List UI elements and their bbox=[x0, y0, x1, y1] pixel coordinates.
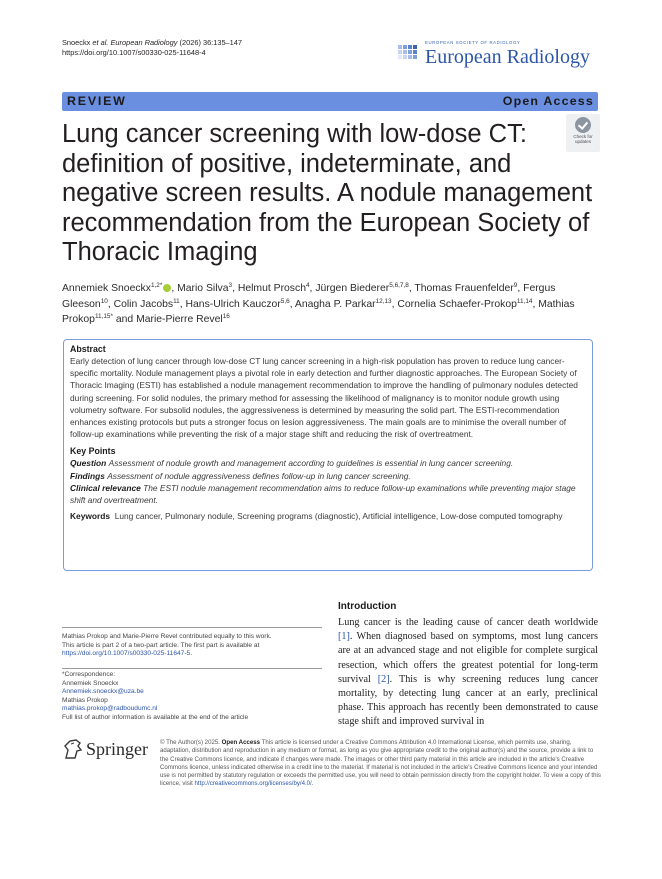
author-separator: , bbox=[232, 283, 238, 294]
author-separator: , bbox=[391, 298, 398, 310]
author-name[interactable]: Jürgen Biederer bbox=[315, 283, 390, 294]
key-point-text: The ESTI nodule management recommendation aims to reduce follow-up examinations while preventing major stage shift and overtreatment. bbox=[70, 482, 576, 506]
author-name[interactable]: Anagha P. Parkar bbox=[294, 298, 376, 310]
article-type: REVIEW bbox=[67, 94, 127, 108]
open-access-label: Open Access bbox=[502, 94, 594, 108]
journal-logo[interactable] bbox=[398, 40, 598, 74]
key-point-text: Assessment of nodule growth and management according to guidelines is essential in lung cancer screening. bbox=[108, 458, 514, 469]
author-affiliation: 10 bbox=[100, 297, 108, 305]
correspondent-name: Annemiek Snoeckx bbox=[62, 679, 119, 687]
author-separator: , bbox=[408, 283, 415, 294]
correspondent-email-link[interactable]: mathias.prokop@radboudumc.nl bbox=[62, 705, 158, 713]
author-affiliation: 1,2* bbox=[150, 282, 163, 289]
author-separator: , bbox=[107, 298, 114, 310]
author-separator: and bbox=[112, 314, 137, 325]
introduction-text bbox=[338, 616, 598, 730]
author-name[interactable]: Thomas Frauenfelder bbox=[414, 283, 514, 294]
part-note-end: . bbox=[190, 650, 193, 658]
author-separator: , bbox=[309, 283, 316, 294]
author-name[interactable]: Mario Silva bbox=[177, 283, 229, 294]
author-affiliation: 5,6 bbox=[280, 297, 290, 305]
part-note bbox=[62, 642, 324, 659]
article-title: Lung cancer screening with low-dose CT: definition of positive, indeterminate, and negative screen results. A nodule management recommendation from the European Society of Thoracic Imaging bbox=[62, 120, 593, 266]
abstract-box bbox=[63, 339, 593, 571]
key-point-label: Findings bbox=[70, 470, 105, 481]
key-point-label: Question bbox=[70, 458, 107, 469]
intro-text-part: Lung cancer is the leading cause of cancer death worldwide bbox=[338, 617, 598, 628]
springer-horse-icon bbox=[62, 738, 84, 760]
license-open-access: Open Access bbox=[221, 739, 261, 746]
license-link[interactable]: http://creativecommons.org/licenses/by/4.0/ bbox=[194, 780, 312, 788]
author-name[interactable]: Hans-Ulrich Kauczor bbox=[185, 298, 281, 310]
author-separator: , bbox=[517, 283, 524, 294]
key-point-question bbox=[70, 457, 592, 469]
author-affiliation: 5,6,7,8 bbox=[389, 282, 409, 289]
check-updates-line1: Check for bbox=[573, 134, 593, 139]
author-affiliation: 11,15* bbox=[94, 313, 113, 320]
author-affiliation: 12,13 bbox=[375, 297, 392, 305]
keywords-label: Keywords bbox=[70, 511, 111, 522]
abstract-heading: Abstract bbox=[70, 344, 106, 354]
key-point-clinical-relevance bbox=[70, 482, 592, 506]
citation-etal: et al. bbox=[92, 38, 109, 47]
author-separator: , bbox=[289, 298, 295, 310]
correspondent-email-link[interactable]: Annemiek.snoeckx@uza.be bbox=[62, 688, 144, 696]
esr-logo-icon bbox=[398, 43, 420, 65]
author-list bbox=[62, 281, 602, 328]
running-header bbox=[62, 38, 242, 57]
author-name[interactable]: Mathias Prokop bbox=[62, 298, 575, 325]
springer-logo[interactable] bbox=[62, 738, 152, 762]
author-name[interactable]: Cornelia Schaefer-Prokop bbox=[397, 298, 517, 310]
contribution-text: Mathias Prokop and Marie-Pierre Revel contributed equally to this work. bbox=[62, 633, 272, 640]
footnote-rule bbox=[62, 627, 322, 628]
author-separator: , bbox=[179, 298, 186, 310]
author-name[interactable]: Fergus Gleeson bbox=[62, 283, 556, 310]
citation-authors: Snoeckx bbox=[62, 38, 93, 47]
author-name[interactable]: Helmut Prosch bbox=[237, 283, 306, 294]
license-text: This article is licensed under a Creative Commons Attribution 4.0 International License, which permits use, sharing, adaptation, distribution and reproduction in any medium or format, as long as you give appropriate credit to the original author(s) and the source, provide a link to the Creative Commons licence, and indicate if changes were made. The images or other third party material in this article are included in the article's Creative Commons licence, unless indicated otherwise in a credit line to the material. If material is not included in the article's Creative Commons licence and your intended use is not permitted by statutory regulation or exceeds the permitted use, you will need to obtain permission directly from the copyright holder. To view a copy of this licence, visit bbox=[160, 739, 601, 788]
author-name[interactable]: Marie-Pierre Revel bbox=[136, 314, 223, 325]
author-affiliation: 16 bbox=[222, 313, 230, 320]
reference-link[interactable]: [2] bbox=[377, 673, 390, 685]
author-separator: , bbox=[171, 283, 178, 294]
intro-text-part: . This is why screening reduces lung cancer mortality, by detecting lung cancer at an early, preclinical phase. This approach has recently been demonstrated to cause stage shift and improved survival in bbox=[338, 673, 598, 728]
correspondent-name: Mathias Prokop bbox=[62, 696, 108, 704]
correspondence-label: *Correspondence: bbox=[62, 671, 116, 678]
reference-link[interactable]: [1] bbox=[338, 631, 350, 643]
author-name[interactable]: Annemiek Snoeckx bbox=[62, 283, 151, 294]
article-type-band bbox=[62, 92, 598, 111]
author-affiliation: 4 bbox=[305, 282, 310, 289]
citation-line bbox=[62, 38, 242, 48]
part-one-link[interactable]: https://doi.org/10.1007/s00330-025-11647-5 bbox=[62, 650, 191, 658]
springer-wordmark: Springer bbox=[86, 739, 148, 759]
author-affiliation: 11 bbox=[173, 297, 180, 305]
logo-journal-name: European Radiology bbox=[425, 46, 590, 68]
author-affiliation: 3 bbox=[228, 282, 233, 289]
correspondence-block bbox=[62, 671, 324, 723]
keywords-list: Lung cancer, Pulmonary nodule, Screening programs (diagnostic), Artificial intelligence, Low-dose computed tomography bbox=[114, 511, 563, 522]
key-points-heading: Key Points bbox=[70, 446, 116, 457]
license-notice bbox=[160, 739, 602, 789]
intro-text-part: . When diagnosed based on symptoms, most lung cancers are at an advanced stage and not eligible for complete surgical resection, which offers the greatest potential for long-term survival bbox=[338, 631, 598, 685]
logo-society: EUROPEAN SOCIETY OF RADIOLOGY bbox=[425, 40, 521, 45]
check-updates-line2: updates bbox=[574, 139, 591, 144]
author-affiliation: 11,14 bbox=[516, 297, 533, 305]
contribution-note bbox=[62, 633, 324, 659]
key-point-text: Assessment of nodule aggressiveness defines follow-up in lung cancer screening. bbox=[107, 470, 411, 481]
author-affiliation: 9 bbox=[513, 282, 518, 289]
author-info-note: Full list of author information is available at the end of the article bbox=[62, 713, 249, 721]
part-note-text: This article is part 2 of a two-part article. The first part is available at bbox=[62, 641, 260, 649]
doi-link[interactable]: https://doi.org/10.1007/s00330-025-11648-4 bbox=[62, 47, 206, 57]
key-point-label: Clinical relevance bbox=[70, 482, 141, 493]
introduction-heading: Introduction bbox=[338, 601, 397, 612]
correspondence-rule bbox=[62, 668, 322, 669]
author-separator: , bbox=[532, 298, 539, 310]
citation-volume: (2026) 36:135–147 bbox=[177, 38, 243, 47]
license-copyright: © The Author(s) 2025. bbox=[160, 739, 222, 746]
keywords bbox=[70, 510, 592, 522]
abstract-text: Early detection of lung cancer through low-dose CT lung cancer screening in a high-risk population has proven to reduce lung cancer-specific mortality. Nodule management plays a pivotal role in early detection and further diagnostic approaches. The European Society of Thoracic Imaging (ESTI) has established a nodule management recommendation to improve the handling of pulmonary nodules detected during screening. For solid nodules, the primary method for assessing the likelihood of malignancy is to monitor nodule growth using volumetry software. For subsolid nodules, the aggressiveness is determined by measuring the solid part. The ESTI-recommendation enhances existing protocols but puts a stronger focus on lesion aggressiveness. The main goals are to minimise the overall number of follow-up examinations while preventing the risk of a major stage shift and reducing the risk of overtreatment. bbox=[70, 356, 578, 440]
license-end: . bbox=[311, 780, 314, 788]
author-name[interactable]: Colin Jacobs bbox=[113, 298, 174, 310]
citation-journal: European Radiology bbox=[110, 38, 178, 47]
key-point-findings bbox=[70, 470, 592, 482]
